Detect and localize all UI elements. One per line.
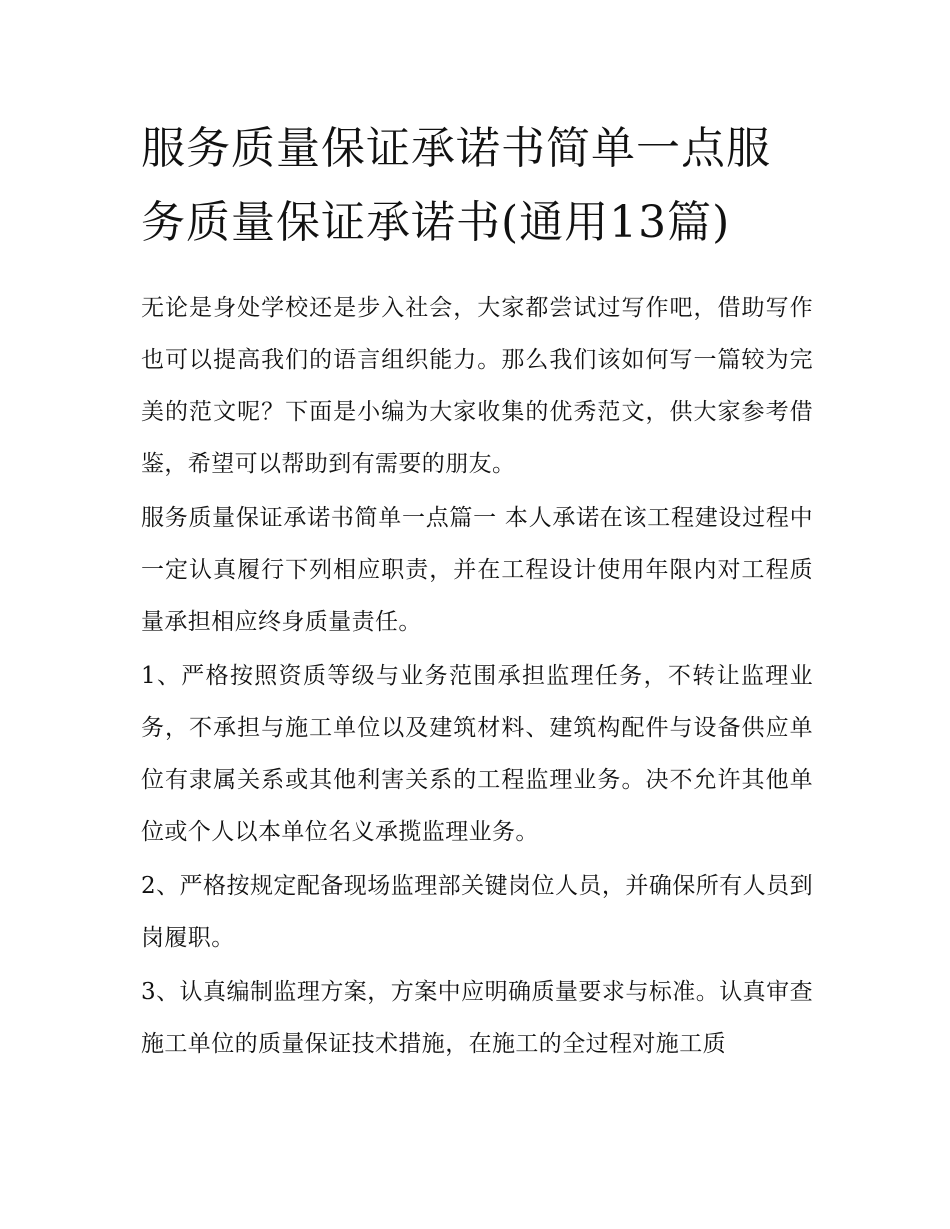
clause-1-paragraph: 1、严格按照资质等级与业务范围承担监理任务，不转让监理业务，不承担与施工单位以及建筑材料、建筑构配件与设备供应单位有隶属关系或其他利害关系的工程监理业务。决不允许其他单位或个人以本单位名义承揽监理业务。 bbox=[141, 663, 813, 845]
clause-3-paragraph: 3、认真编制监理方案，方案中应明确质量要求与标准。认真审查施工单位的质量保证技术措施，在施工的全过程对施工质 bbox=[141, 979, 813, 1057]
clause-2-paragraph: 2、严格按规定配备现场监理部关键岗位人员，并确保所有人员到岗履职。 bbox=[141, 873, 813, 951]
document-title: 服务质量保证承诺书简单一点服务质量保证承诺书(通用13篇) bbox=[141, 123, 771, 248]
commitment-paragraph: 服务质量保证承诺书简单一点篇一 本人承诺在该工程建设过程中一定认真履行下列相应职责，并在工程设计使用年限内对工程质量承担相应终身质量责任。 bbox=[141, 505, 813, 635]
intro-paragraph: 无论是身处学校还是步入社会，大家都尝试过写作吧，借助写作也可以提高我们的语言组织能力。那么我们该如何写一篇较为完美的范文呢？下面是小编为大家收集的优秀范文，供大家参考借鉴，希望可以帮助到有需要的朋友。 bbox=[141, 295, 813, 477]
document-page bbox=[141, 112, 813, 1072]
